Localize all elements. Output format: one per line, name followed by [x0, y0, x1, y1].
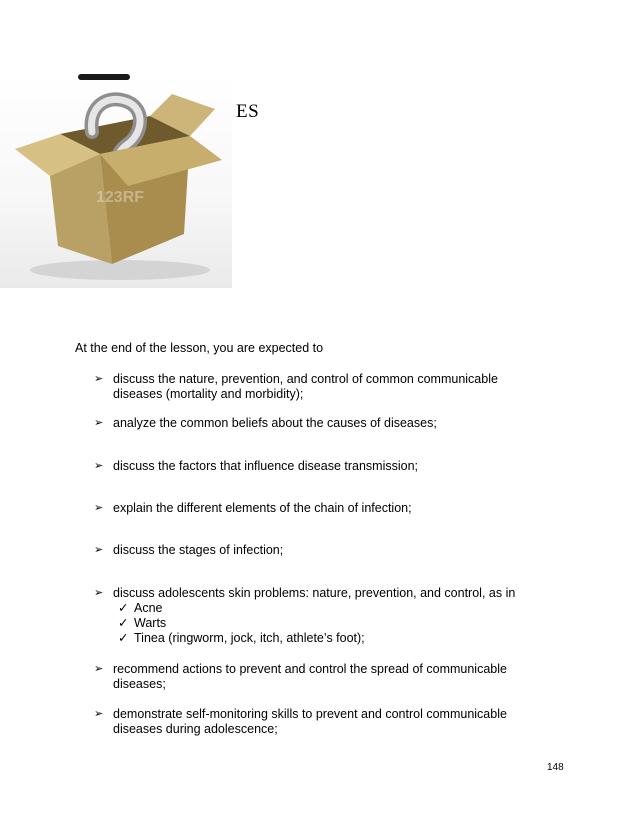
check-mark-icon: ✓	[118, 601, 129, 615]
objective-text: demonstrate self-monitoring skills to prevent and control communicable diseases during adolescence;	[113, 707, 507, 736]
objective-text: discuss the stages of infection;	[113, 543, 284, 557]
list-item	[118, 601, 534, 616]
objectives-intro: At the end of the lesson, you are expected to	[75, 341, 324, 355]
skin-problems-list	[94, 601, 534, 646]
objective-text: analyze the common beliefs about the causes of diseases;	[113, 416, 437, 430]
arrow-bullet-icon: ➢	[94, 502, 104, 514]
objective-text: recommend actions to prevent and control the spread of communicable diseases;	[113, 662, 507, 691]
arrow-bullet-icon: ➢	[94, 708, 104, 720]
skin-problem-text: Tinea (ringworm, jock, itch, athlete’s foot);	[134, 631, 365, 645]
objective-text: explain the different elements of the chain of infection;	[113, 501, 412, 515]
arrow-bullet-icon: ➢	[94, 663, 104, 675]
objective-item	[94, 662, 534, 692]
objective-item	[94, 501, 534, 516]
objective-text: discuss adolescents skin problems: nature, prevention, and control, as in	[113, 586, 516, 600]
objective-item	[94, 707, 534, 737]
arrow-bullet-icon: ➢	[94, 587, 104, 599]
arrow-bullet-icon: ➢	[94, 417, 104, 429]
svg-text:123RF: 123RF	[96, 189, 145, 206]
list-item	[118, 631, 534, 646]
page-number: 148	[547, 762, 564, 773]
check-mark-icon: ✓	[118, 631, 129, 645]
arrow-bullet-icon: ➢	[94, 373, 104, 385]
list-item	[118, 616, 534, 631]
objective-text: discuss the nature, prevention, and control of common communicable diseases (mortality and morbidity);	[113, 372, 498, 401]
arrow-bullet-icon: ➢	[94, 460, 104, 472]
question-box-illustration	[0, 74, 232, 288]
check-mark-icon: ✓	[118, 616, 129, 630]
objective-item	[94, 543, 534, 558]
skin-problem-text: Acne	[134, 601, 163, 615]
skin-problem-text: Warts	[134, 616, 167, 630]
objective-item	[94, 372, 534, 402]
objective-item	[94, 586, 534, 646]
hero-image	[0, 74, 232, 288]
objective-text: discuss the factors that influence disease transmission;	[113, 459, 419, 473]
objective-item	[94, 459, 534, 474]
objective-item	[94, 416, 534, 431]
lesson-heading-fragment: ES	[236, 101, 260, 122]
arrow-bullet-icon: ➢	[94, 544, 104, 556]
